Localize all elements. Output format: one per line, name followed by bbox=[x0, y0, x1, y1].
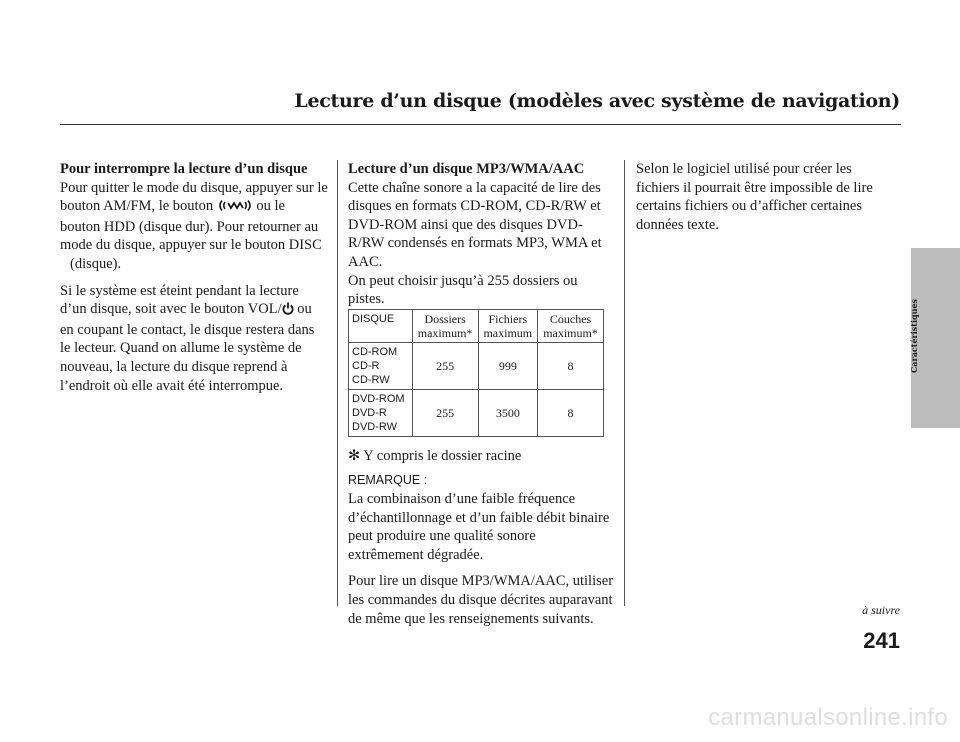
side-tab-label: Caractéristiques bbox=[909, 298, 920, 374]
table-cell-files: 999 bbox=[478, 342, 538, 389]
column-1 bbox=[60, 160, 328, 403]
remark-block bbox=[348, 471, 614, 564]
remark-text: La combinaison d’une faible fréquence d’échantillonnage et d’un faible débit binaire peut produire une qualité sonore extrêmement dégradée. bbox=[348, 490, 610, 563]
section-heading-stop: Pour interrompre la lecture d’un disque bbox=[60, 161, 308, 177]
wave-signal-icon bbox=[217, 199, 253, 218]
watermark: carmanualsonline.info bbox=[708, 704, 948, 731]
table-row bbox=[349, 342, 604, 389]
page-title: Lecture d’un disque (modèles avec système de navigation) bbox=[294, 90, 900, 112]
table-cell-layers: 8 bbox=[538, 389, 604, 436]
paragraph-power-off bbox=[60, 282, 328, 396]
table-row bbox=[349, 389, 604, 436]
paragraph-text: ou en coupant le contact, le disque restera dans le lecteur. Quand on allume le système de nouveau, la lecture du disque reprend à l’endroit où elle avait été interrompue. bbox=[60, 301, 315, 394]
table-header-files: Fichiers maximum bbox=[478, 309, 538, 342]
table-header-layers: Couches maximum* bbox=[538, 309, 604, 342]
paragraph-quit-disc-mode bbox=[60, 179, 328, 274]
paragraph-text: (disque). bbox=[70, 255, 122, 272]
paragraph-text: ou le bouton HDD (disque dur). Pour retourner au mode du disque, appuyer sur le bouton DISC bbox=[60, 198, 322, 254]
paragraph-usage: Pour lire un disque MP3/WMA/AAC, utiliser les commandes du disque décrites auparavant de même que les renseignements suivants. bbox=[348, 573, 614, 627]
column-divider bbox=[624, 160, 625, 606]
column-divider bbox=[337, 160, 338, 606]
table-cell-files: 3500 bbox=[478, 389, 538, 436]
power-icon bbox=[282, 302, 294, 321]
table-cell-disc: CD-ROM CD-R CD-RW bbox=[349, 342, 413, 389]
disc-capacity-table bbox=[348, 309, 604, 437]
page-number: 241 bbox=[863, 628, 900, 653]
paragraph-text: Si le système est éteint pendant la lecture d’un disque, soit avec le bouton VOL/ bbox=[60, 282, 299, 318]
table-footnote: ✻ Y compris le dossier racine bbox=[348, 447, 522, 464]
table-header-disc: DISQUE bbox=[349, 309, 413, 342]
paragraph-formats: Cette chaîne sonore a la capacité de lire des disques en formats CD-ROM, CD-R/RW et DVD-ROM ainsi que des disques DVD-R/RW condensés en formats MP3, WMA et AAC. bbox=[348, 179, 602, 270]
table-cell-folders: 255 bbox=[412, 389, 478, 436]
paragraph-folder-limit: On peut choisir jusqu’à 255 dossiers ou pistes. bbox=[348, 272, 578, 308]
table-header-folders: Dossiers maximum* bbox=[412, 309, 478, 342]
table-cell-layers: 8 bbox=[538, 342, 604, 389]
column-2 bbox=[348, 160, 614, 636]
table-cell-disc: DVD-ROM DVD-R DVD-RW bbox=[349, 389, 413, 436]
continued-note: à suivre bbox=[862, 603, 900, 617]
title-rule bbox=[60, 124, 901, 125]
table-header-row bbox=[349, 309, 604, 342]
remark-label: REMARQUE : bbox=[348, 473, 428, 488]
paragraph-software-note: Selon le logiciel utilisé pour créer les fichiers il pourrait être impossible de lire certains fichiers ou d’afficher certaines données texte. bbox=[636, 161, 873, 233]
paragraph-text: Pour quitter le mode du disque, appuyer sur le bouton AM/FM, le bouton bbox=[60, 179, 328, 215]
section-heading-mp3: Lecture d’un disque MP3/WMA/AAC bbox=[348, 161, 585, 177]
table-cell-folders: 255 bbox=[412, 342, 478, 389]
column-3 bbox=[636, 160, 896, 242]
